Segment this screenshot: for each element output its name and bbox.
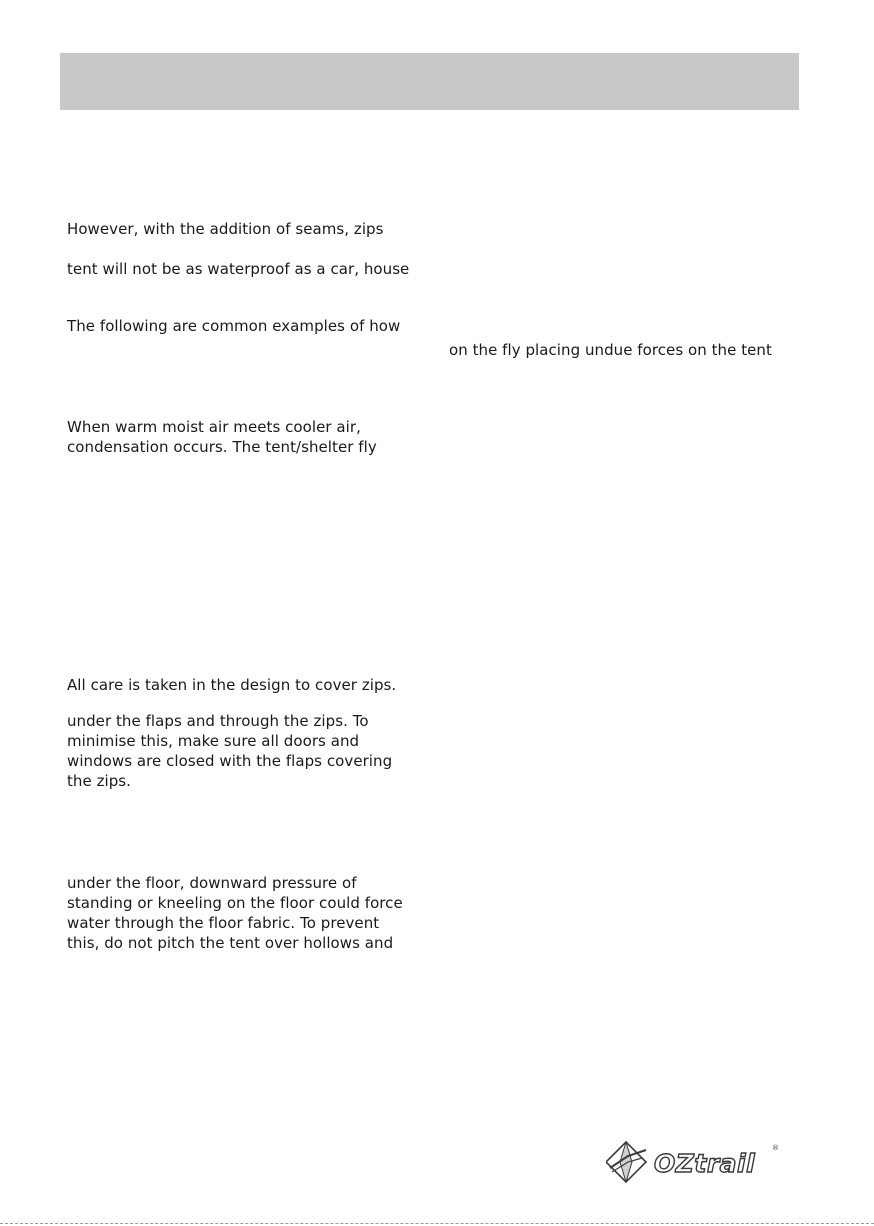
body-text-line: However, with the addition of seams, zips [67,220,384,238]
body-text-line: under the flaps and through the zips. To [67,712,369,730]
header-bar [60,53,799,110]
svg-text:®: ® [772,1144,779,1152]
body-text-line: All care is taken in the design to cover zips. [67,676,397,694]
body-text-line: minimise this, make sure all doors and [67,732,360,750]
body-text-line: water through the floor fabric. To prevent [67,914,380,932]
body-text-line: tent will not be as waterproof as a car, house [67,260,410,278]
body-text-line: The following are common examples of how [67,317,401,335]
body-text-line: condensation occurs. The tent/shelter fly [67,438,377,456]
body-text-line: When warm moist air meets cooler air, [67,418,361,436]
body-text-line: this, do not pitch the tent over hollows and [67,934,394,952]
body-text-line: windows are closed with the flaps covering [67,752,393,770]
page-bottom-rule [0,1223,874,1224]
body-text-line: on the fly placing undue forces on the tent [449,341,772,359]
body-text-line: standing or kneeling on the floor could force [67,894,403,912]
oztrail-logo [606,1138,782,1188]
oztrail-logo-graphic [606,1138,782,1188]
body-text-line: under the floor, downward pressure of [67,874,357,892]
body-text-line: the zips. [67,772,131,790]
tent-emblem-icon [606,1142,646,1182]
svg-text:OZtrail: OZtrail [654,1149,756,1178]
